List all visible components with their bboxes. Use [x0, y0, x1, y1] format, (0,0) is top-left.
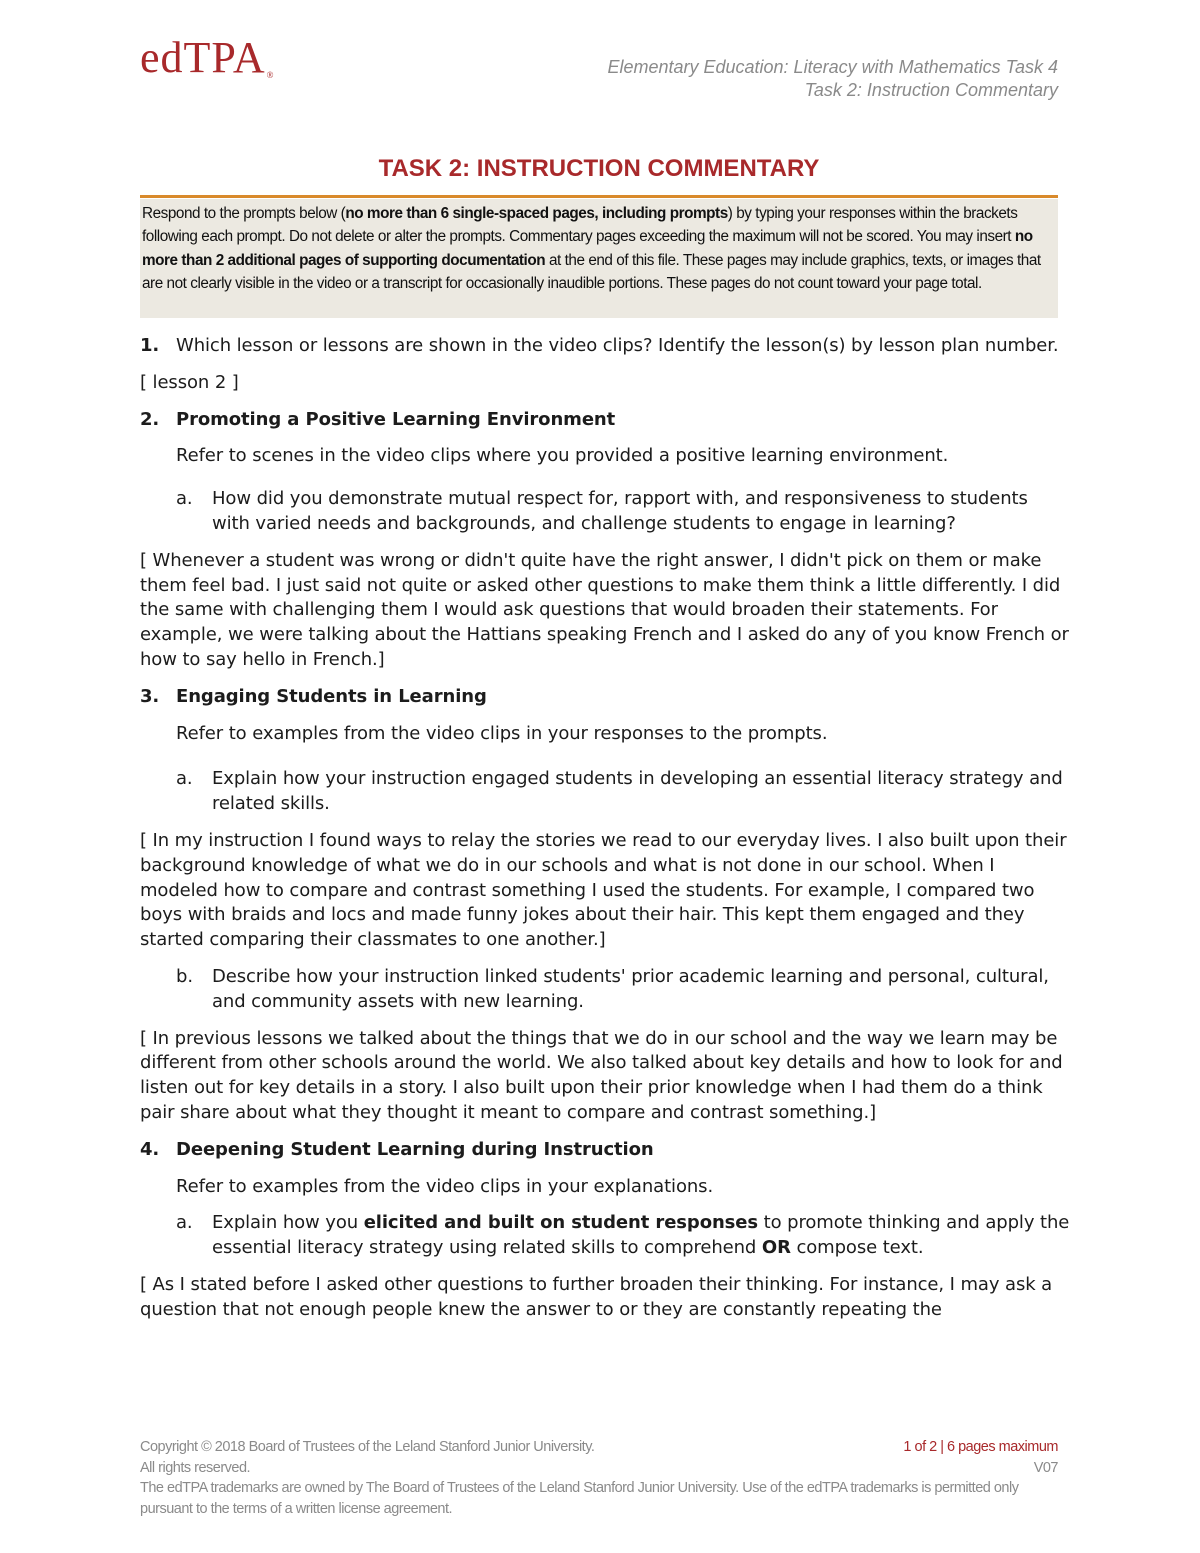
instructions-box: Respond to the prompts below (no more than 6 single-spaced pages, including prompts) by typing your responses within the brackets following each prompt. Do not delete or alter the prompts. Commentary pages exceeding the maximum will not be scored. You may insert no more than 2 additional pages of supporting documentation at the end of this file. These pages may include graphics, texts, or images that are not clearly visible in the video or a transcript for occasionally inaudible portions. These pages do not count toward your page total. — [140, 199, 1058, 318]
prompt-4-heading: Deepening Student Learning during Instruction — [176, 1138, 654, 1160]
prompt-4: 4. Deepening Student Learning during Instruction — [140, 1138, 1070, 1163]
version-label: V07 — [1033, 1459, 1058, 1476]
header-line-2: Task 2: Instruction Commentary — [804, 80, 1058, 100]
title-rule — [140, 195, 1058, 198]
footer-right — [903, 1437, 1058, 1478]
commentary-body — [140, 334, 1070, 1323]
page-number: 1 of 2 | 6 pages maximum — [903, 1439, 1058, 1455]
prompt-2a: a. How did you demonstrate mutual respect for, rapport with, and responsiveness to students with varied needs and backgrounds, and challenge students to engage in learning? — [140, 487, 1070, 537]
running-header — [607, 56, 1058, 102]
prompt-2-intro: Refer to scenes in the video clips where you provided a positive learning environment. — [176, 445, 949, 467]
prompt-1-text: Which lesson or lessons are shown in the video clips? Identify the lesson(s) by lesson plan number. — [176, 335, 1059, 356]
prompt-3: 3. Engaging Students in Learning — [140, 685, 1070, 710]
prompt-4a-text: Explain how you elicited and built on student responses to promote thinking and apply the essential literacy strategy using related skills to comprehend OR compose text. — [212, 1212, 1070, 1259]
edtpa-logo: edTPA® — [140, 33, 275, 82]
prompt-4a-answer: [ As I stated before I asked other questions to further broaden their thinking. For instance, I may ask a question that not enough people knew the answer to or they are constantly repeating the — [140, 1273, 1053, 1320]
prompt-3a-answer: [ In my instruction I found ways to relay the stories we read to our everyday lives. I also built upon their background knowledge of what we do in our schools and what is not done in our school. When I modeled how to compare and contrast something I used the students. For example, I compared two boys with braids and locs and made funny jokes about their hair. This kept them engaged and they started comparing their classmates to one another.] — [140, 829, 1067, 951]
prompt-3b-text: Describe how your instruction linked students' prior academic learning and personal, cultural, and community assets with new learning. — [212, 965, 1049, 1012]
footer-rights: All rights reserved. — [140, 1459, 251, 1476]
prompt-3b-answer: [ In previous lessons we talked about the things that we do in our school and the way we learn may be different from other schools around the world. We also talked about key details and how to look for and listen out for key details in a story. I also built upon their prior knowledge when I had them do a think pair share about what they thought it meant to compare and contrast something.] — [140, 1027, 1063, 1123]
page-title: TASK 2: INSTRUCTION COMMENTARY — [378, 155, 820, 182]
prompt-2-heading: Promoting a Positive Learning Environment — [176, 408, 616, 430]
header-line-1: Elementary Education: Literacy with Mathematics Task 4 — [607, 57, 1058, 77]
footer-copyright: Copyright © 2018 Board of Trustees of the Leland Stanford Junior University. — [140, 1439, 595, 1455]
prompt-2a-text: How did you demonstrate mutual respect for, rapport with, and responsiveness to students with varied needs and backgrounds, and challenge students to engage in learning? — [212, 488, 1028, 534]
prompt-3-intro: Refer to examples from the video clips in your responses to the prompts. — [176, 722, 828, 744]
prompt-1-answer: [ lesson 2 ] — [140, 371, 239, 393]
prompt-3b: b. Describe how your instruction linked students' prior academic learning and personal, cultural, and community assets with new learning. — [140, 965, 1070, 1015]
prompt-1: 1. Which lesson or lessons are shown in the video clips? Identify the lesson(s) by lesson plan number. — [140, 334, 1070, 359]
prompt-2a-answer: [ Whenever a student was wrong or didn't quite have the right answer, I didn't pick on them or make them feel bad. I just said not quite or asked other questions to make them think a little differently. I did the same with challenging them I would ask questions that would broaden their statements. For example, we were talking about the Hattians speaking French and I asked do any of you know French or how to say hello in French.] — [140, 549, 1069, 670]
prompt-3a: a. Explain how your instruction engaged students in developing an essential literacy strategy and related skills. — [140, 767, 1070, 817]
prompt-2: 2. Promoting a Positive Learning Environment — [140, 408, 1070, 433]
footer-trademark: The edTPA trademarks are owned by The Board of Trustees of the Leland Stanford Junior University. Use of the edTPA trademarks is permitted only pursuant to the terms of a written license agreement. — [140, 1480, 1019, 1517]
prompt-4-intro: Refer to examples from the video clips in your explanations. — [176, 1175, 714, 1197]
prompt-4a: a. Explain how you elicited and built on student responses to promote thinking and apply the essential literacy strategy using related skills to comprehend OR compose text. — [140, 1211, 1070, 1261]
page-footer — [140, 1437, 1058, 1519]
prompt-3a-text: Explain how your instruction engaged students in developing an essential literacy strategy and related skills. — [212, 768, 1063, 815]
prompt-3-heading: Engaging Students in Learning — [176, 685, 487, 707]
